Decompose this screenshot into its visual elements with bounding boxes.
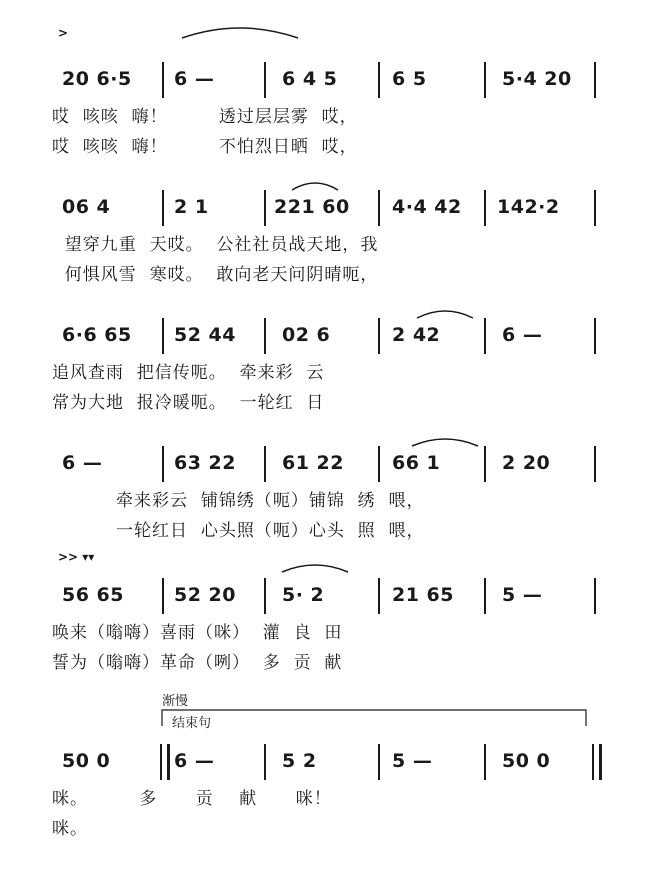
bar-line (264, 744, 266, 780)
notation-line (52, 424, 612, 474)
bar-line (378, 578, 380, 614)
lyric-verse-2: 常为大地 报冷暖呃。 一轮红 日 (52, 393, 325, 413)
bar-line (162, 446, 164, 482)
bar-line (162, 578, 164, 614)
measure-3: 5· 2 (282, 584, 325, 606)
measure-1: 6 — (62, 452, 103, 474)
bar-line (594, 190, 596, 226)
bar-line (264, 190, 266, 226)
bar-line (378, 62, 380, 98)
bar-line (594, 578, 596, 614)
measure-3: 5 2 (282, 750, 317, 772)
measure-4: 5 — (392, 750, 433, 772)
bar-line (484, 744, 486, 780)
tempo-marking: 渐慢 (162, 694, 189, 709)
bar-line (594, 318, 596, 354)
measure-1: 06 4 (62, 196, 111, 218)
lyric-verse-1: 追风查雨 把信传呃。 牵来彩 云 (52, 363, 325, 383)
measure-5: 142·2 (497, 196, 560, 218)
notation-line (52, 556, 612, 606)
measure-4: 66 1 (392, 452, 441, 474)
repeat-bar (160, 744, 170, 780)
lyric-verse-1: 望穿九重 天哎。 公社社员战天地，我 (52, 235, 379, 255)
measure-3: 02 6 (282, 324, 331, 346)
measure-4: 6 5 (392, 68, 427, 90)
measure-1: 20 6·5 (62, 68, 132, 90)
bar-line (484, 318, 486, 354)
bar-line (378, 744, 380, 780)
notation-line (52, 40, 612, 90)
measure-2: 6 — (174, 68, 215, 90)
bar-line (484, 190, 486, 226)
measure-1: 50 0 (62, 750, 111, 772)
bar-line (484, 62, 486, 98)
bar-line (162, 62, 164, 98)
measure-4: 21 65 (392, 584, 454, 606)
final-bar (592, 744, 602, 780)
accent-mark: > (58, 26, 69, 40)
lyric-verse-2: 誓为（嗡嗨）革命（咧） 多 贡 献 (52, 653, 343, 673)
bar-line (378, 190, 380, 226)
bar-line (378, 318, 380, 354)
ending-label: 结束句 (172, 716, 212, 731)
bar-line (264, 62, 266, 98)
measure-1: 6·6 65 (62, 324, 132, 346)
measure-5: 5·4 20 (502, 68, 572, 90)
lyric-verse-2: 何惧风雪 寒哎。 敢向老天问阴晴呃， (52, 265, 379, 285)
measure-2: 63 22 (174, 452, 236, 474)
lyric-verse-1: 哎 咳咳 嗨！ 透过层层雾 哎， (52, 107, 358, 127)
lyric-verse-1: 唤来（嗡嗨）喜雨（咪） 灌 良 田 (52, 623, 343, 643)
notation-line (52, 296, 612, 346)
lyric-verse-1: 牵来彩云 铺锦绣（呃）铺锦 绣 喂， (52, 491, 425, 511)
notation-line (52, 722, 612, 772)
lyric-verse-2: 哎 咳咳 嗨！ 不怕烈日晒 哎， (52, 137, 358, 157)
measure-2: 2 1 (174, 196, 209, 218)
measure-5: 5 — (502, 584, 543, 606)
lyric-verse-2: 一轮红日 心头照（呃）心头 照 喂， (52, 521, 425, 541)
bar-line (264, 446, 266, 482)
measure-1: 56 65 (62, 584, 124, 606)
measure-3: 6 4 5 (282, 68, 338, 90)
measure-2: 52 44 (174, 324, 236, 346)
bar-line (594, 446, 596, 482)
accent-marks: >> ▾▾ (58, 550, 95, 564)
bar-line (378, 446, 380, 482)
lyric-verse-2: 咪。 (52, 819, 88, 839)
bar-line (162, 318, 164, 354)
bar-line (264, 318, 266, 354)
measure-4: 4·4 42 (392, 196, 462, 218)
measure-3: 61 22 (282, 452, 344, 474)
bar-line (484, 446, 486, 482)
measure-3: 221 60 (274, 196, 350, 218)
bar-line (484, 578, 486, 614)
slur (180, 22, 300, 42)
bar-line (264, 578, 266, 614)
measure-5: 2 20 (502, 452, 551, 474)
measure-5: 50 0 (502, 750, 551, 772)
measure-2: 52 20 (174, 584, 236, 606)
bar-line (162, 190, 164, 226)
bar-line (594, 62, 596, 98)
notation-line (52, 168, 612, 218)
measure-4: 2 42 (392, 324, 441, 346)
measure-2: 6 — (174, 750, 215, 772)
lyric-verse-1: 咪。 多 贡 献 咪！ (52, 789, 332, 809)
measure-5: 6 — (502, 324, 543, 346)
